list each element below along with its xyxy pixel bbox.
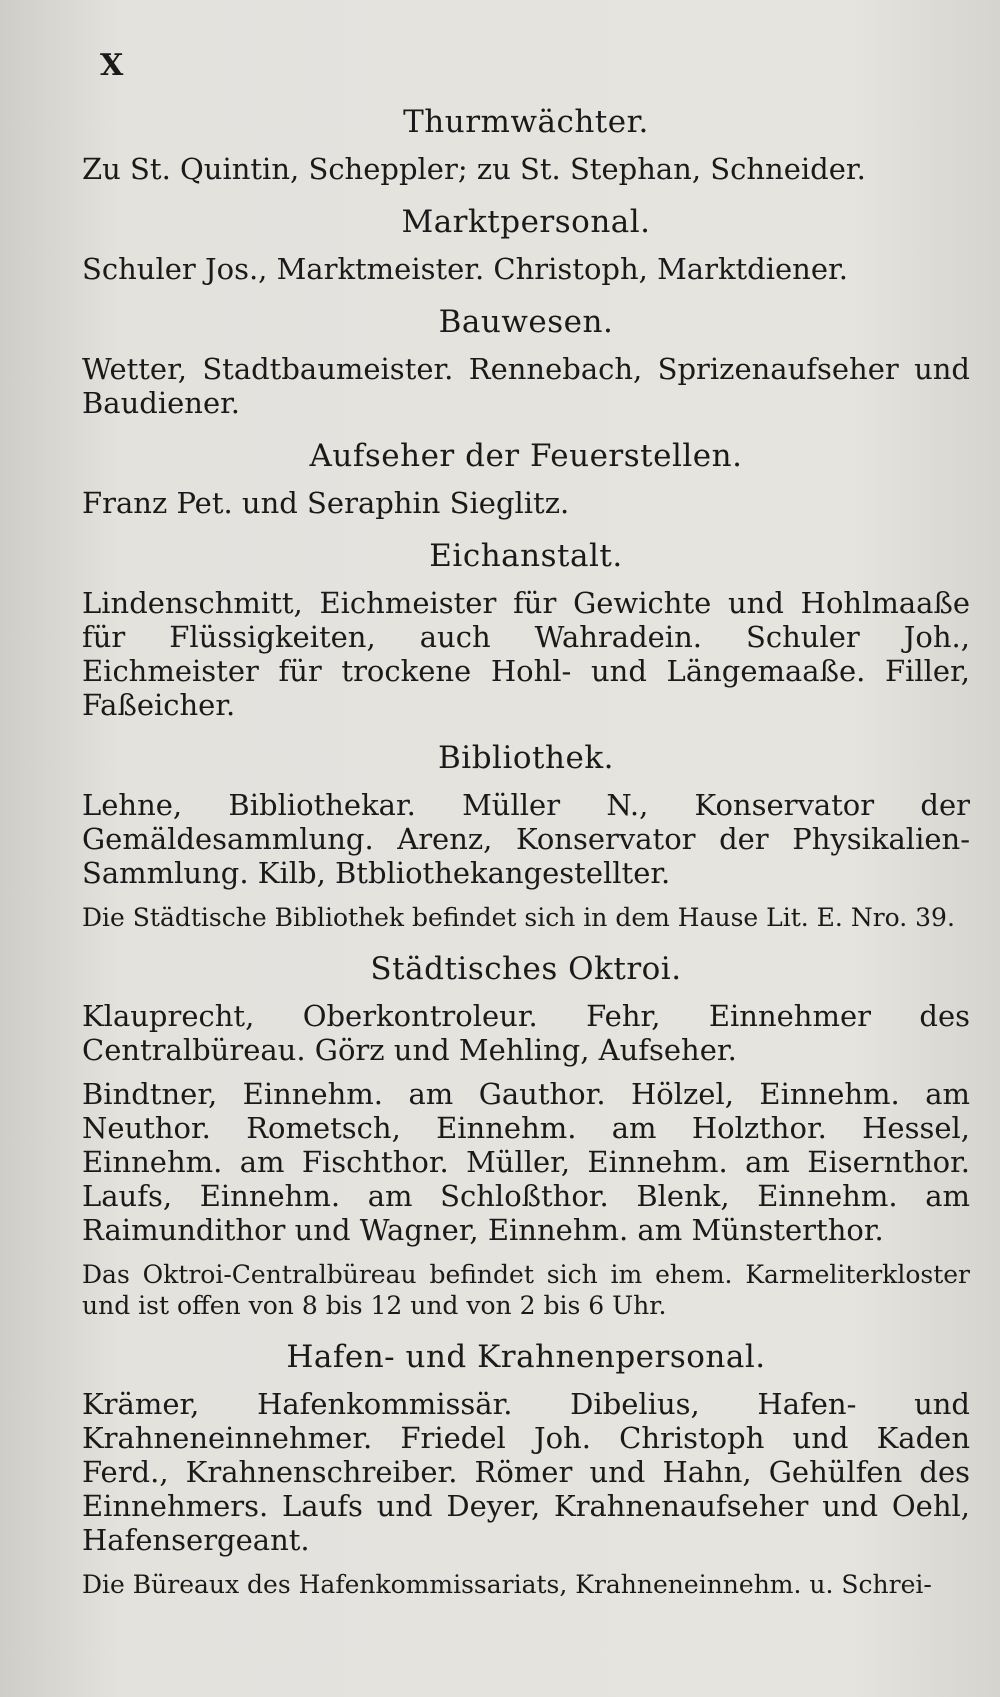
section-text: Schuler Jos., Marktmeister. Christoph, Marktdiener. — [82, 252, 848, 286]
section-note: Die Städtische Bibliothek befindet sich in dem Hause Lit. E. Nro. 39. — [82, 903, 955, 932]
section-heading: Bauwesen. — [438, 304, 614, 340]
section-marktpersonal — [82, 204, 970, 286]
section-text: Wetter, Stadtbaumeister. Rennebach, Sprizenaufseher und Baudiener. — [82, 352, 970, 420]
section-text: Lehne, Bibliothekar. Müller N., Konservator der Gemäldesammlung. Arenz, Konservator der Physikalien-Sammlung. Kilb, Btbliothekangestellter. — [82, 788, 970, 890]
section-text: Franz Pet. und Seraphin Sieglitz. — [82, 486, 570, 520]
section-thurmwaechter — [82, 104, 970, 186]
section-heading: Städtisches Oktroi. — [370, 951, 682, 987]
section-text: Zu St. Quintin, Scheppler; zu St. Stephan, Schneider. — [82, 152, 866, 186]
section-text: Krämer, Hafenkommissär. Dibelius, Hafen- und Krahneneinnehmer. Friedel Joh. Christoph und Kaden Ferd., Krahnenschreiber. Römer und Hahn, Gehülfen des Einnehmers. Laufs und Deyer, Krahnenaufseher und Oehl, Hafensergeant. — [82, 1387, 970, 1557]
page-number: X — [100, 48, 124, 83]
section-note: Die Büreaux des Hafenkommissariats, Krahneneinnehm. u. Schrei- — [82, 1570, 932, 1599]
section-text: Klauprecht, Oberkontroleur. Fehr, Einnehmer des Centralbüreau. Görz und Mehling, Aufseher. — [82, 999, 970, 1067]
section-heading: Thurmwächter. — [403, 104, 649, 140]
section-eichanstalt — [82, 538, 970, 722]
section-feuerstellen — [82, 438, 970, 520]
section-heading: Eichanstalt. — [429, 538, 623, 574]
section-bibliothek — [82, 740, 970, 933]
section-text: Lindenschmitt, Eichmeister für Gewichte und Hohlmaaße für Flüssigkeiten, auch Wahradein. Schuler Joh., Eichmeister für trockene Hohl- und Längemaaße. Filler, Faßeicher. — [82, 586, 970, 722]
section-heading: Aufseher der Feuerstellen. — [309, 438, 743, 474]
section-oktroi — [82, 951, 970, 1321]
section-hafen — [82, 1339, 970, 1600]
section-bauwesen — [82, 304, 970, 420]
section-text: Bindtner, Einnehm. am Gauthor. Hölzel, Einnehm. am Neuthor. Rometsch, Einnehm. am Holzthor. Hessel, Einnehm. am Fischthor. Müller, Einnehm. am Eisernthor. Laufs, Einnehm. am Schloßthor. Blenk, Einnehm. am Raimundithor und Wagner, Einnehm. am Münsterthor. — [82, 1077, 970, 1247]
section-heading: Marktpersonal. — [401, 204, 651, 240]
section-heading: Hafen- und Krahnenpersonal. — [286, 1339, 766, 1375]
section-heading: Bibliothek. — [438, 740, 614, 776]
section-note: Das Oktroi-Centralbüreau befindet sich im ehem. Karmeliterkloster und ist offen von 8 bis 12 und von 2 bis 6 Uhr. — [82, 1260, 970, 1320]
